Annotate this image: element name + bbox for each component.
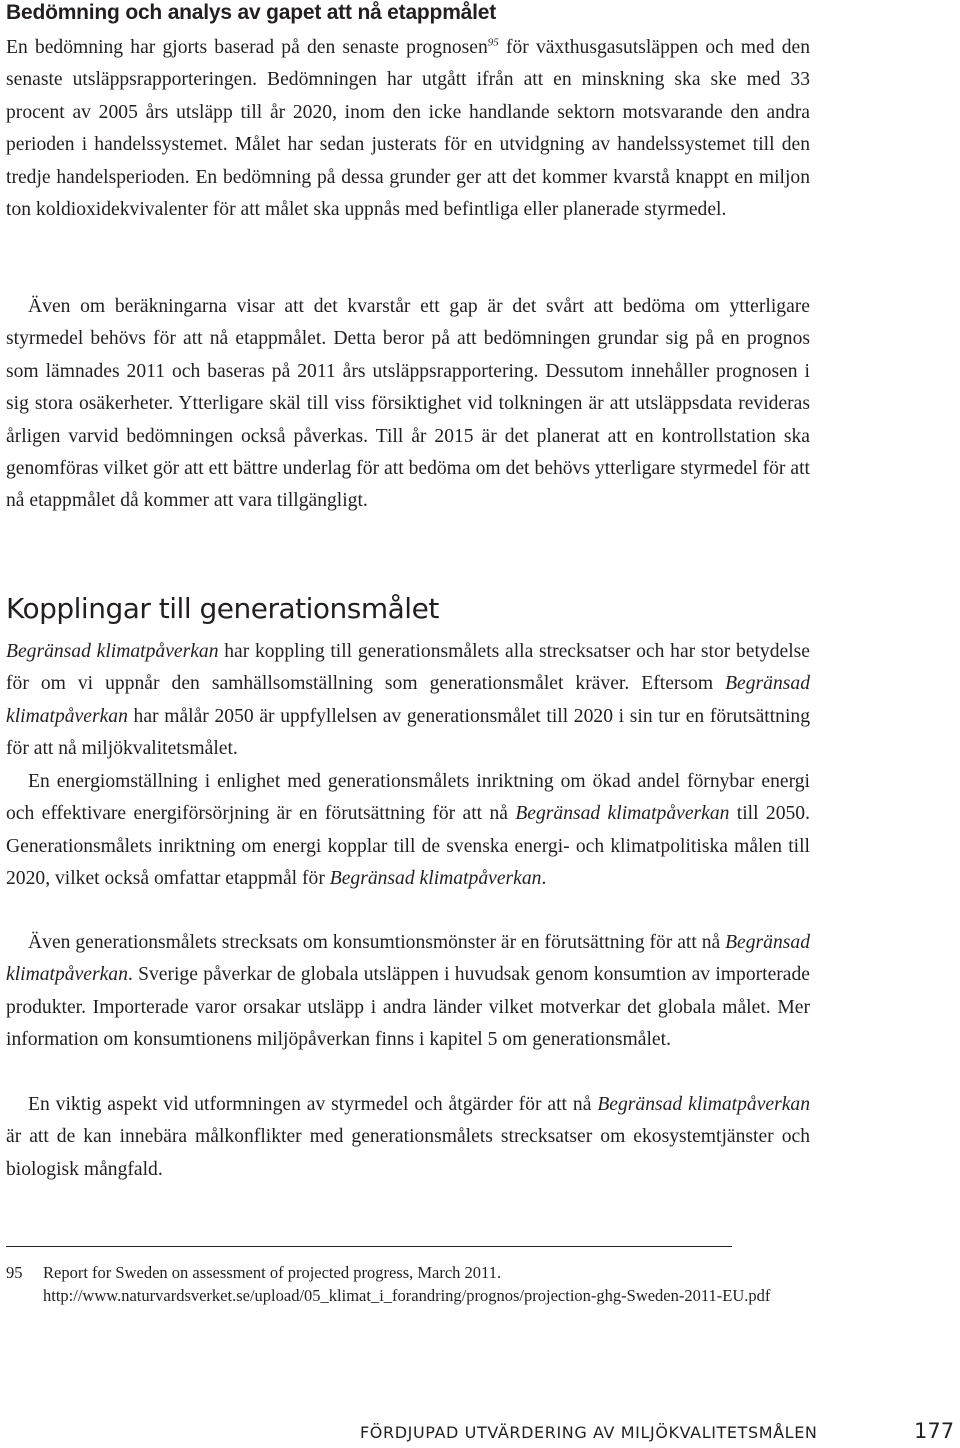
paragraph-generation-1 bbox=[6, 636, 810, 766]
page-number: 177 bbox=[914, 1419, 955, 1443]
text-run: . bbox=[541, 868, 547, 890]
footnote-divider bbox=[6, 1246, 732, 1247]
section-heading-generation-goal: Kopplingar till generationsmålet bbox=[6, 592, 439, 625]
paragraph-generation-2 bbox=[6, 766, 810, 896]
text-run: är att de kan innebära målkonflikter med generationsmålets strecksatser om ekosystemtjänster och biologisk mångfald. bbox=[6, 1126, 810, 1180]
text-run: har koppling till generationsmålets alla strecksatser och har stor betydelse för om vi uppnår den samhällsomställning som generationsmålet kräver. Eftersom bbox=[6, 641, 810, 695]
term-italic: Begränsad klimatpåverkan bbox=[6, 673, 810, 727]
paragraph-assessment-1 bbox=[6, 32, 810, 226]
text-run: till 2050. Generationsmålets inriktning om energi kopplar till de svenska energi- och klimatpolitiska målen till 2020, vilket också omfattar etappmål för bbox=[6, 803, 810, 890]
term-italic: Begränsad klimatpåverkan bbox=[515, 803, 730, 825]
paragraph-generation-4 bbox=[6, 1089, 810, 1186]
term-italic: Begränsad klimatpåverkan bbox=[329, 868, 542, 890]
section-heading-assessment: Bedömning och analys av gapet att nå etappmålet bbox=[6, 1, 497, 24]
text-run: En bedömning har gjorts baserad på den senaste prognosen bbox=[6, 37, 488, 58]
term-italic: Begränsad klimatpåverkan bbox=[597, 1094, 810, 1115]
text-run: En energiomställning i enlighet med generationsmålets inriktning om ökad andel förnybar energi och effektivare energiförsörjning är en förutsättning för att nå bbox=[6, 771, 810, 825]
paragraph-assessment-2: Även om beräkningarna visar att det kvarstår ett gap är det svårt att bedöma om ytterligare styrmedel behövs för att nå etappmålet. Detta beror på att bedömningen grundar sig på en prognos som lämnades 2011 och baseras på 2011 års utsläppsrapportering. Dessutom innehåller prognosen i sig stora osäkerheter. Ytterligare skäl till viss försiktighet vid tolkningen är att utsläppsdata revideras årligen varvid bedömningen också påverkas. Till år 2015 är det planerat att en kontrollstation ska genomföras vilket gör att ett bättre underlag för att bedöma om det behövs ytterligare styrmedel för att nå etappmålet då kommer att vara tillgängligt. bbox=[6, 296, 810, 512]
text-run: Även generationsmålets strecksats om konsumtionsmönster är en förutsättning för att nå bbox=[28, 932, 726, 953]
term-italic: Begränsad klimatpåverkan bbox=[6, 932, 810, 986]
text-run: har målår 2050 är uppfyllelsen av generationsmålet till 2020 i sin tur en förutsättning för att nå miljökvalitetsmålet. bbox=[6, 705, 810, 760]
paragraph-generation-3 bbox=[6, 927, 810, 1057]
text-run: för växthusgasutsläppen och med den senaste utsläppsrapporteringen. Bedömningen har utgått ifrån att en minskning ska ske med 33 procent av 2005 års utsläpp till år 2020, inom den icke handlande sektorn motsvarande den andra perioden i handelssystemet. Målet har sedan justerats för en utvidgning av handelssystemet till den tredje handelsperioden. En bedömning på dessa grunder ger att det kommer kvarstå knappt en miljon ton koldioxidekvivalenter för att målet ska uppnås med befintliga eller planerade styrmedel. bbox=[6, 37, 810, 221]
footnote-text: Report for Sweden on assessment of projected progress, March 2011. http://www.naturvardsverket.se/upload/05_klimat_i_forandring/prognos/projection-ghg-Sweden-2011-EU.pdf bbox=[43, 1263, 771, 1305]
text-run: En viktig aspekt vid utformningen av styrmedel och åtgärder för att nå bbox=[28, 1094, 598, 1115]
term-italic: Begränsad klimatpåverkan bbox=[6, 641, 219, 662]
running-footer-title: FÖRDJUPAD UTVÄRDERING AV MILJÖKVALITETSMÅLEN bbox=[360, 1423, 818, 1442]
text-run: . Sverige påverkar de globala utsläppen i huvudsak genom konsumtion av importerade produkter. Importerade varor orsakar utsläpp i andra länder vilket motverkar det globala målet. Mer information om konsumtionens miljöpåverkan finns i kapitel 5 om generationsmålet. bbox=[6, 964, 810, 1051]
footnote-number: 95 bbox=[6, 1263, 23, 1282]
footnote-ref[interactable]: 95 bbox=[487, 36, 499, 49]
